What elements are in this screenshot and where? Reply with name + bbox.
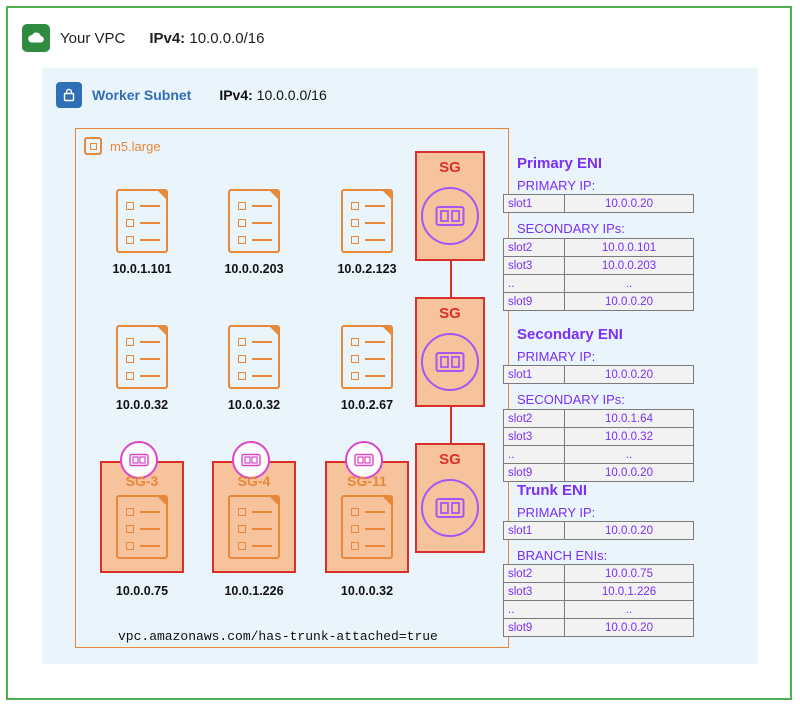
slot-cell: slot1 [504, 366, 565, 384]
slot-cell: slot9 [504, 619, 565, 637]
slot-cell: slot2 [504, 239, 565, 257]
branch-sg-label: SG-11 [347, 473, 387, 489]
slot-cell: slot3 [504, 583, 565, 601]
branch-container-card [116, 495, 168, 559]
lock-subnet-icon [56, 82, 82, 108]
table-row [504, 446, 694, 464]
slot-cell: slot3 [504, 428, 565, 446]
table-row [504, 601, 694, 619]
branch-sg-label: SG-4 [237, 473, 271, 489]
container-card [116, 325, 168, 389]
container-ip: 10.0.0.203 [224, 262, 284, 276]
table-row [504, 428, 694, 446]
vpc-title: Your VPC [60, 29, 126, 47]
container-ip: 10.0.1.101 [112, 262, 172, 276]
slot-cell: slot2 [504, 565, 565, 583]
instance-type-label: m5.large [110, 138, 161, 154]
ip-cell: 10.0.0.20 [565, 619, 694, 637]
vpc-ipv4-value: 10.0.0.0/16 [189, 29, 265, 47]
sg-label: SG [439, 451, 461, 468]
slot-cell: slot9 [504, 293, 565, 311]
branch-ip: 10.0.1.226 [224, 584, 284, 598]
sg-label: SG [439, 159, 461, 176]
primary-eni-primary-table [503, 194, 694, 213]
ip-cell: .. [565, 601, 694, 619]
container-card [228, 325, 280, 389]
subnet-ipv4-value: 10.0.0.0/16 [256, 87, 327, 103]
secondary-eni-primary-table [503, 365, 694, 384]
branch-sg-label: SG-3 [125, 473, 159, 489]
table-row [504, 410, 694, 428]
ip-cell: 10.0.0.32 [565, 428, 694, 446]
subnet-ipv4 [219, 87, 326, 103]
table-row [504, 565, 694, 583]
primary-eni-sg-box [415, 151, 485, 261]
worker-subnet-container [42, 68, 758, 664]
trunk-eni-title: Trunk ENI [517, 482, 588, 499]
branch-container-card [341, 495, 393, 559]
table-row [504, 293, 694, 311]
cloud-vpc-icon [22, 24, 50, 52]
table-row [504, 366, 694, 384]
slot-cell: .. [504, 446, 565, 464]
slot-cell: slot3 [504, 257, 565, 275]
subnet-ipv4-label: IPv4: [219, 87, 253, 103]
table-row [504, 522, 694, 540]
vpc-container [6, 6, 792, 700]
vpc-ipv4 [149, 30, 264, 47]
vpc-header [22, 24, 264, 52]
ip-cell: 10.0.0.20 [565, 522, 694, 540]
secondary-eni-secondary-heading: SECONDARY IPs: [517, 392, 625, 407]
ip-cell: 10.0.0.20 [565, 195, 694, 213]
ip-cell: .. [565, 275, 694, 293]
slot-cell: slot9 [504, 464, 565, 482]
eni-icon [421, 479, 479, 537]
ip-cell: 10.0.0.101 [565, 239, 694, 257]
sg-label: SG [439, 305, 461, 322]
ip-cell: 10.0.1.64 [565, 410, 694, 428]
container-card [341, 189, 393, 253]
secondary-eni-title: Secondary ENI [517, 326, 623, 343]
container-ip: 10.0.2.123 [337, 262, 397, 276]
subnet-title: Worker Subnet [92, 87, 192, 103]
primary-ip-heading: PRIMARY IP: [517, 178, 596, 193]
branch-container-card [228, 495, 280, 559]
branch-ip: 10.0.0.75 [115, 584, 169, 598]
trunk-attached-tag: vpc.amazonaws.com/has-trunk-attached=true [118, 629, 438, 644]
eni-icon [421, 333, 479, 391]
container-card [341, 325, 393, 389]
ip-cell: 10.0.0.20 [565, 464, 694, 482]
trunk-eni-primary-table [503, 521, 694, 540]
container-ip: 10.0.2.67 [340, 398, 394, 412]
branch-ip: 10.0.0.32 [340, 584, 394, 598]
slot-cell: .. [504, 275, 565, 293]
chip-icon [84, 137, 102, 155]
ip-cell: .. [565, 446, 694, 464]
instance-header [84, 137, 161, 155]
trunk-eni-branch-table [503, 564, 694, 637]
secondary-eni-sg-box [415, 297, 485, 407]
table-row [504, 464, 694, 482]
container-ip: 10.0.0.32 [115, 398, 169, 412]
secondary-eni-secondary-table [503, 409, 694, 482]
table-row [504, 195, 694, 213]
subnet-header [56, 82, 327, 108]
container-card [116, 189, 168, 253]
primary-eni-secondary-table [503, 238, 694, 311]
ip-cell: 10.0.0.20 [565, 293, 694, 311]
eni-icon [421, 187, 479, 245]
container-card [228, 189, 280, 253]
table-row [504, 275, 694, 293]
primary-eni-title: Primary ENI [517, 155, 603, 172]
trunk-eni-sg-box [415, 443, 485, 553]
ip-cell: 10.0.0.203 [565, 257, 694, 275]
slot-cell: slot1 [504, 522, 565, 540]
trunk-branch-heading: BRANCH ENIs: [517, 548, 608, 563]
vpc-ipv4-label: IPv4: [149, 29, 186, 47]
slot-cell: .. [504, 601, 565, 619]
trunk-ip-heading: PRIMARY IP: [517, 505, 596, 520]
container-ip: 10.0.0.32 [227, 398, 281, 412]
slot-cell: slot1 [504, 195, 565, 213]
slot-cell: slot2 [504, 410, 565, 428]
ip-cell: 10.0.0.20 [565, 366, 694, 384]
secondary-ip-heading: PRIMARY IP: [517, 349, 596, 364]
table-row [504, 619, 694, 637]
table-row [504, 583, 694, 601]
ip-cell: 10.0.0.75 [565, 565, 694, 583]
table-row [504, 239, 694, 257]
table-row [504, 257, 694, 275]
ip-cell: 10.0.1.226 [565, 583, 694, 601]
primary-eni-secondary-heading: SECONDARY IPs: [517, 221, 625, 236]
